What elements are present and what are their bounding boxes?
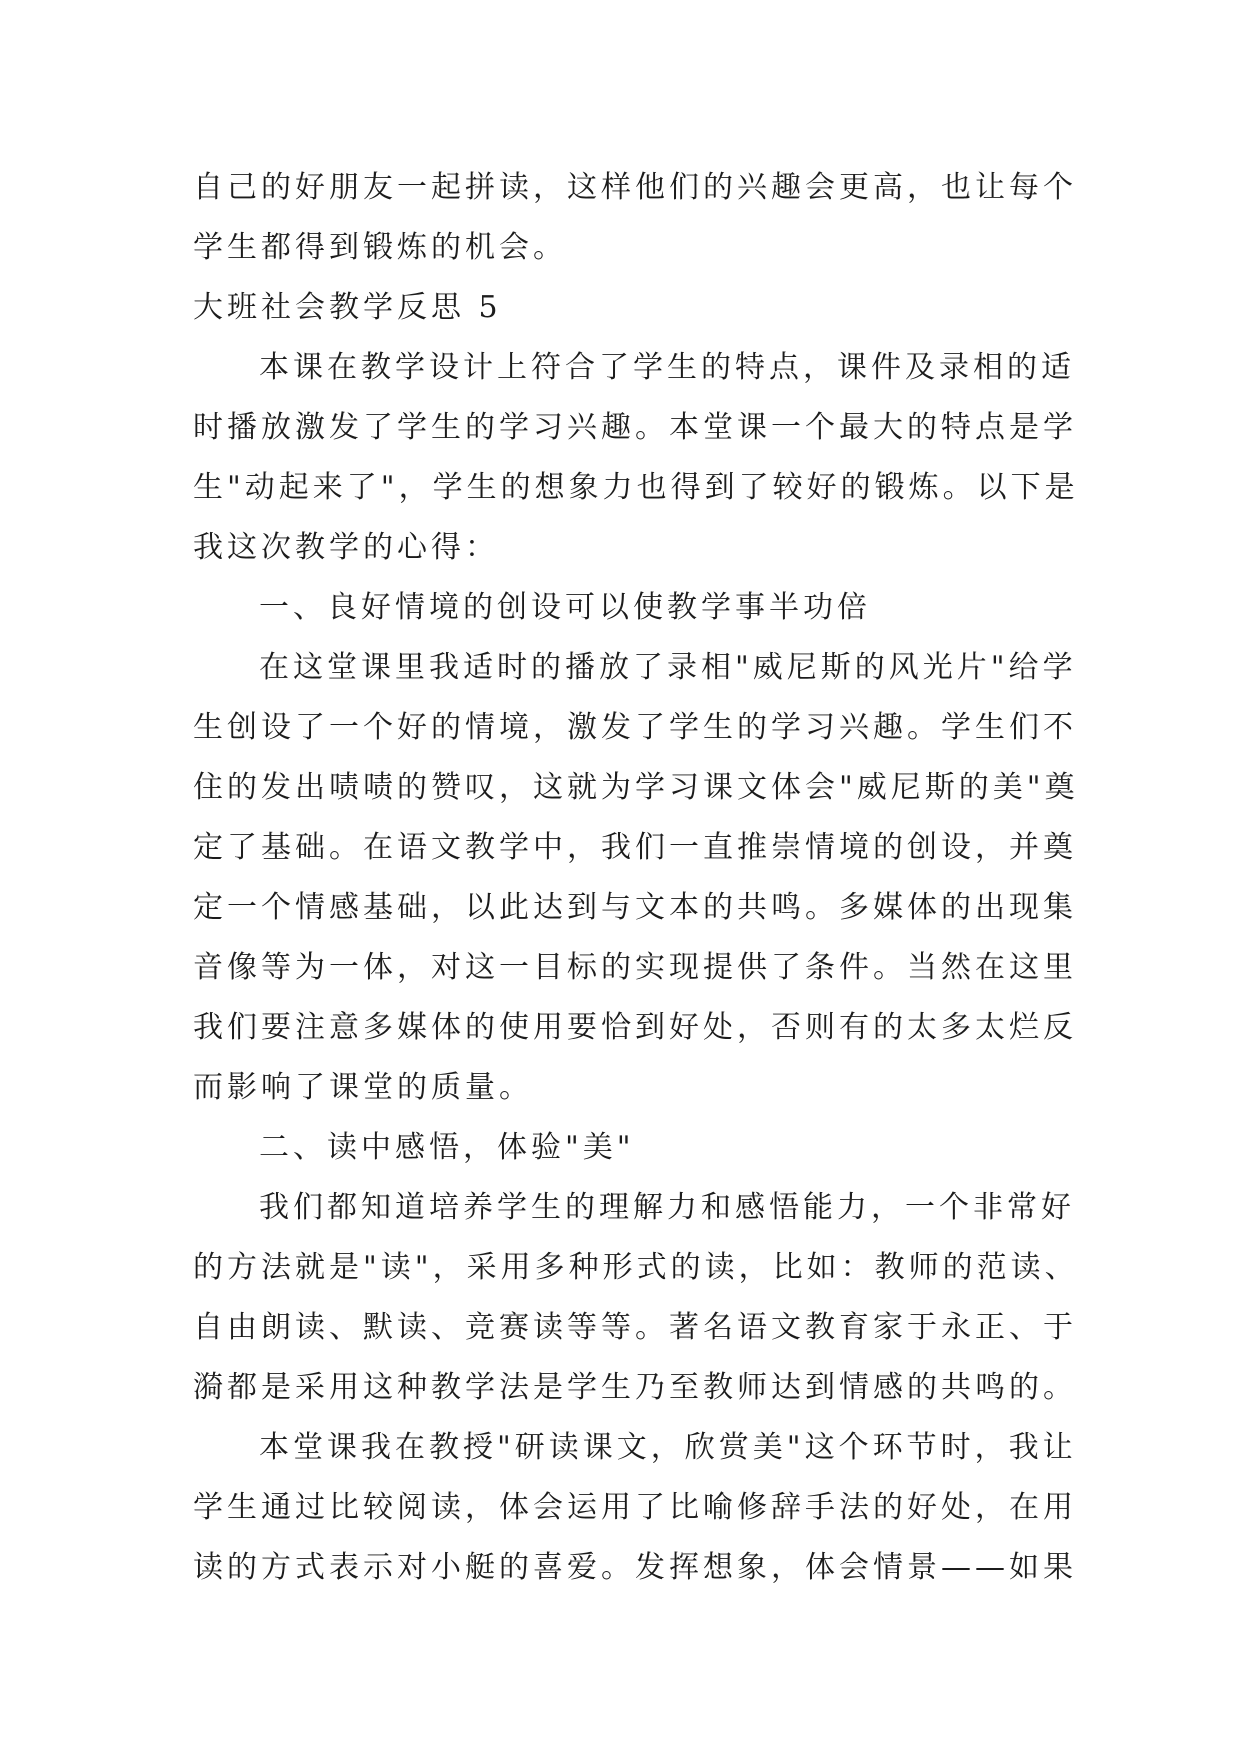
text-line: 的方法就是"读"，采用多种形式的读，比如：教师的范读、	[193, 1250, 1079, 1285]
text-line: 学生都得到锻炼的机会。	[193, 230, 567, 265]
text-line: 在这堂课里我适时的播放了录相"威尼斯的风光片"给学	[259, 650, 1077, 685]
text-line: 我这次教学的心得：	[193, 530, 499, 565]
paragraph-heading-2	[193, 1118, 1073, 1178]
paragraph-body-1	[193, 638, 1079, 1118]
text-line: 大班社会教学反思 5	[193, 290, 502, 325]
paragraph-body-3	[193, 1418, 1077, 1598]
text-line: 二、读中感悟，体验"美"	[259, 1130, 635, 1165]
text-line: 自己的好朋友一起拼读，这样他们的兴趣会更高，也让每个	[193, 170, 1077, 205]
text-line: 我们要注意多媒体的使用要恰到好处，否则有的太多太烂反	[193, 1010, 1077, 1045]
text-line: 一、良好情境的创设可以使教学事半功倍	[259, 590, 871, 625]
text-line: 漪都是采用这种教学法是学生乃至教师达到情感的共鸣的。	[193, 1370, 1077, 1405]
paragraph-continuation	[193, 158, 1077, 278]
paragraph-section-title	[193, 278, 1073, 338]
text-line: 时播放激发了学生的学习兴趣。本堂课一个最大的特点是学	[193, 410, 1077, 445]
paragraph-intro	[193, 338, 1079, 578]
text-line: 自由朗读、默读、竞赛读等等。著名语文教育家于永正、于	[193, 1310, 1077, 1345]
text-line: 生"动起来了"，学生的想象力也得到了较好的锻炼。以下是	[193, 470, 1079, 505]
text-line: 音像等为一体，对这一目标的实现提供了条件。当然在这里	[193, 950, 1077, 985]
text-line: 我们都知道培养学生的理解力和感悟能力，一个非常好	[259, 1190, 1075, 1225]
text-line: 本课在教学设计上符合了学生的特点，课件及录相的适	[259, 350, 1075, 385]
document-body	[193, 158, 1079, 1598]
text-line: 定一个情感基础，以此达到与文本的共鸣。多媒体的出现集	[193, 890, 1077, 925]
text-line: 读的方式表示对小艇的喜爱。发挥想象，体会情景——如果	[193, 1550, 1077, 1585]
text-line: 生创设了一个好的情境，激发了学生的学习兴趣。学生们不	[193, 710, 1077, 745]
text-line: 定了基础。在语文教学中，我们一直推崇情境的创设，并奠	[193, 830, 1077, 865]
text-line: 住的发出啧啧的赞叹，这就为学习课文体会"威尼斯的美"奠	[193, 770, 1079, 805]
paragraph-body-2	[193, 1178, 1079, 1418]
text-line: 学生通过比较阅读，体会运用了比喻修辞手法的好处，在用	[193, 1490, 1077, 1525]
text-line: 本堂课我在教授"研读课文，欣赏美"这个环节时，我让	[259, 1430, 1077, 1465]
text-line: 而影响了课堂的质量。	[193, 1070, 533, 1105]
paragraph-heading-1	[193, 578, 1073, 638]
